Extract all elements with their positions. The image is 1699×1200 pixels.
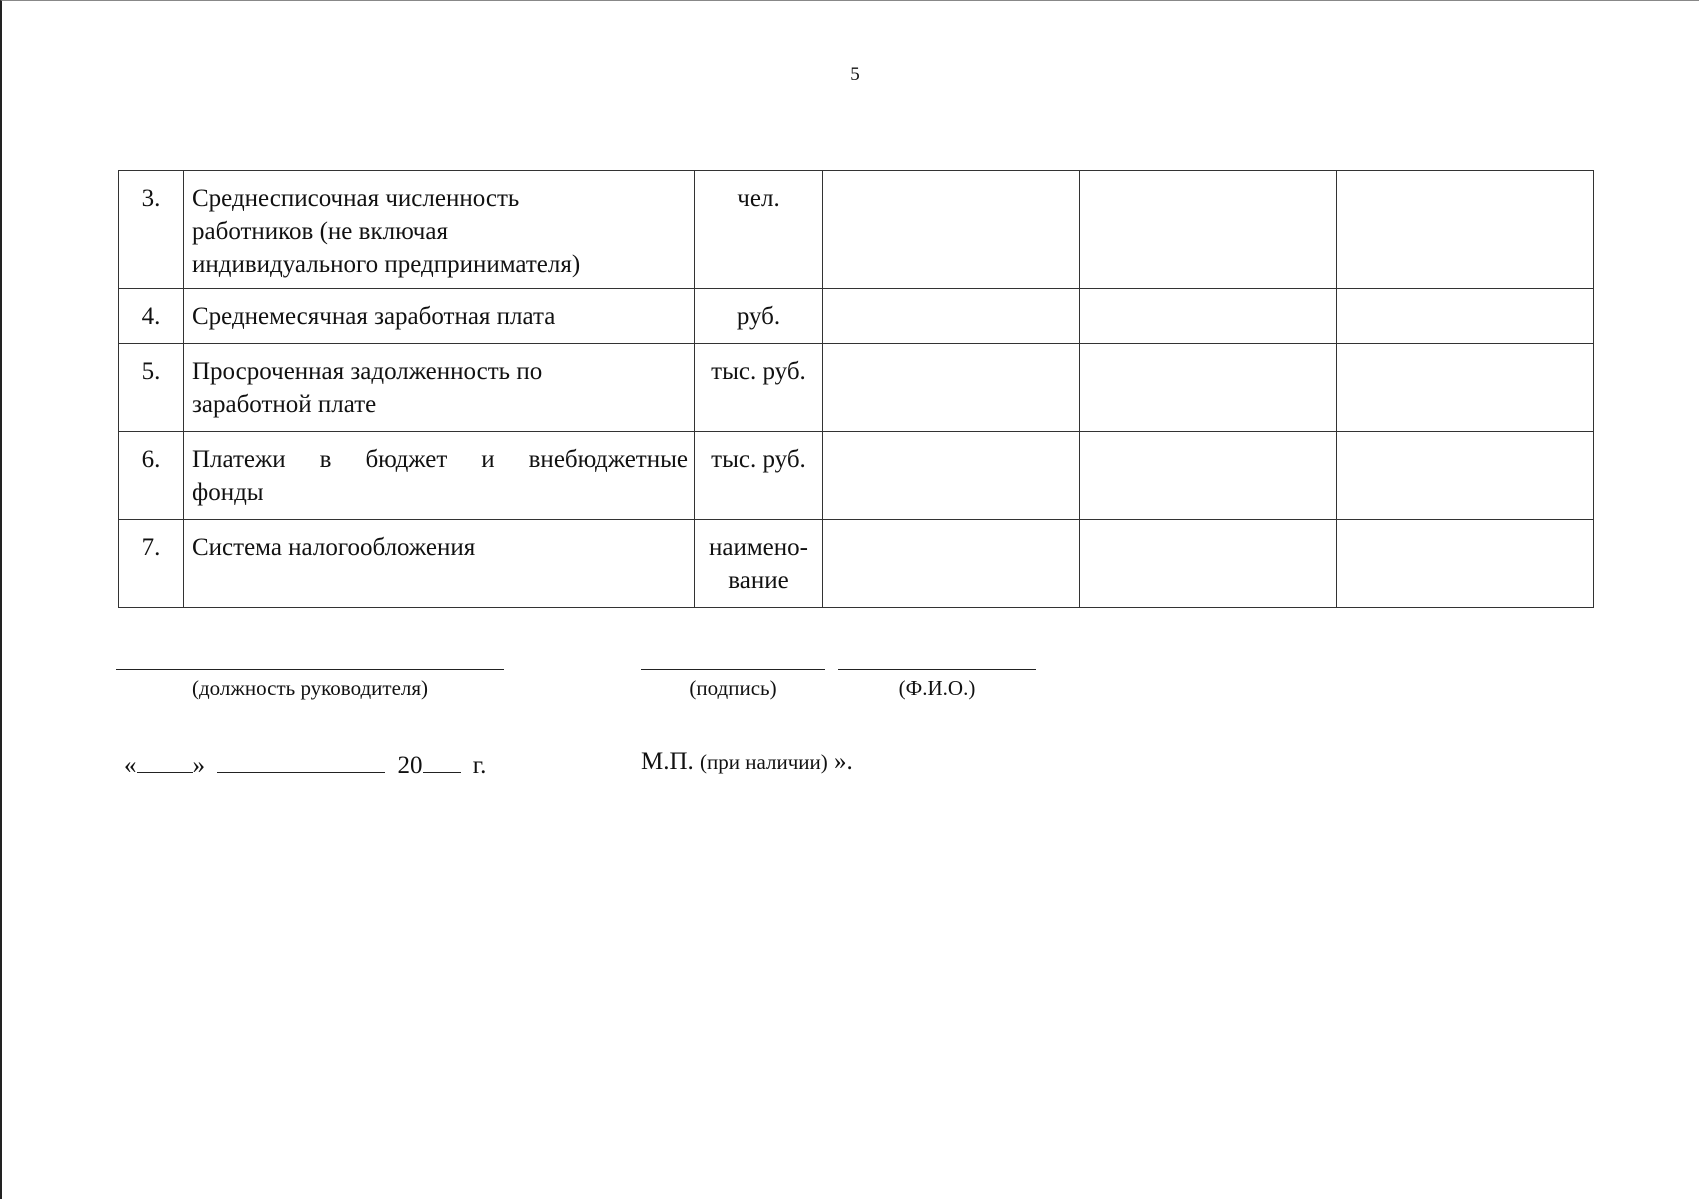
indicator-name-line: Среднемесячная заработная плата	[192, 303, 556, 330]
indicator-name-line: индивидуального предпринимателя)	[192, 251, 581, 278]
unit-line: наимено-	[709, 534, 808, 561]
date-row	[124, 748, 486, 780]
unit-cell	[695, 171, 823, 289]
value-cell-3[interactable]	[1337, 432, 1594, 520]
indicator-name-line: работников (не включая	[192, 218, 448, 245]
indicator-name-line: Среднесписочная численность	[192, 185, 520, 212]
fio-caption: (Ф.И.О.)	[898, 676, 976, 700]
open-quote: «	[124, 752, 137, 779]
indicator-name-line: заработной плате	[192, 391, 377, 418]
unit-line: вание	[728, 567, 789, 594]
indicator-name-line: Просроченная задолженность по	[192, 358, 543, 385]
value-cell-2[interactable]	[1080, 289, 1337, 344]
indicator-name	[184, 289, 695, 344]
value-cell-2[interactable]	[1080, 520, 1337, 608]
row-number: 5.	[119, 344, 184, 432]
position-signature-line[interactable]	[116, 669, 504, 670]
indicator-name-line: Система налогообложения	[192, 534, 476, 561]
value-cell-3[interactable]	[1337, 344, 1594, 432]
table-row	[119, 432, 1594, 520]
year-suffix: г.	[472, 752, 487, 779]
unit-line: тыс. руб.	[711, 446, 806, 473]
year-prefix: 20	[397, 752, 423, 779]
page-number: 5	[850, 64, 860, 85]
unit-line: руб.	[736, 303, 781, 330]
year-blank[interactable]	[423, 748, 461, 773]
stamp-mp: М.П.	[641, 748, 694, 775]
indicators-table	[118, 170, 1594, 608]
table-row	[119, 344, 1594, 432]
value-cell-3[interactable]	[1337, 289, 1594, 344]
table-row	[119, 289, 1594, 344]
row-number: 4.	[119, 289, 184, 344]
indicator-name-line: фонды	[192, 479, 264, 506]
unit-cell	[695, 432, 823, 520]
stamp-place	[641, 748, 853, 776]
month-blank[interactable]	[217, 748, 385, 773]
close-quote: »	[192, 752, 205, 779]
unit-line: тыс. руб.	[711, 358, 806, 385]
position-caption: (должность руководителя)	[191, 676, 429, 700]
stamp-end: ».	[834, 748, 853, 775]
indicator-name	[184, 171, 695, 289]
row-number: 6.	[119, 432, 184, 520]
indicator-name	[184, 344, 695, 432]
value-cell-1[interactable]	[823, 344, 1080, 432]
value-cell-1[interactable]	[823, 520, 1080, 608]
value-cell-1[interactable]	[823, 171, 1080, 289]
indicator-name	[184, 520, 695, 608]
table-row	[119, 520, 1594, 608]
fio-line[interactable]	[838, 669, 1036, 670]
value-cell-2[interactable]	[1080, 432, 1337, 520]
indicator-name	[184, 432, 695, 520]
unit-cell	[695, 520, 823, 608]
unit-line: чел.	[737, 185, 780, 212]
value-cell-1[interactable]	[823, 289, 1080, 344]
value-cell-1[interactable]	[823, 432, 1080, 520]
stamp-note: (при наличии)	[700, 750, 828, 774]
row-number: 3.	[119, 171, 184, 289]
unit-cell	[695, 344, 823, 432]
value-cell-2[interactable]	[1080, 171, 1337, 289]
table-row	[119, 171, 1594, 289]
value-cell-3[interactable]	[1337, 520, 1594, 608]
value-cell-3[interactable]	[1337, 171, 1594, 289]
value-cell-2[interactable]	[1080, 344, 1337, 432]
row-number: 7.	[119, 520, 184, 608]
signature-line[interactable]	[641, 669, 825, 670]
signature-caption: (подпись)	[689, 676, 777, 700]
day-blank[interactable]	[137, 748, 193, 773]
unit-cell	[695, 289, 823, 344]
indicator-name-line: Платежи в бюджет и внебюджетные	[192, 446, 688, 473]
